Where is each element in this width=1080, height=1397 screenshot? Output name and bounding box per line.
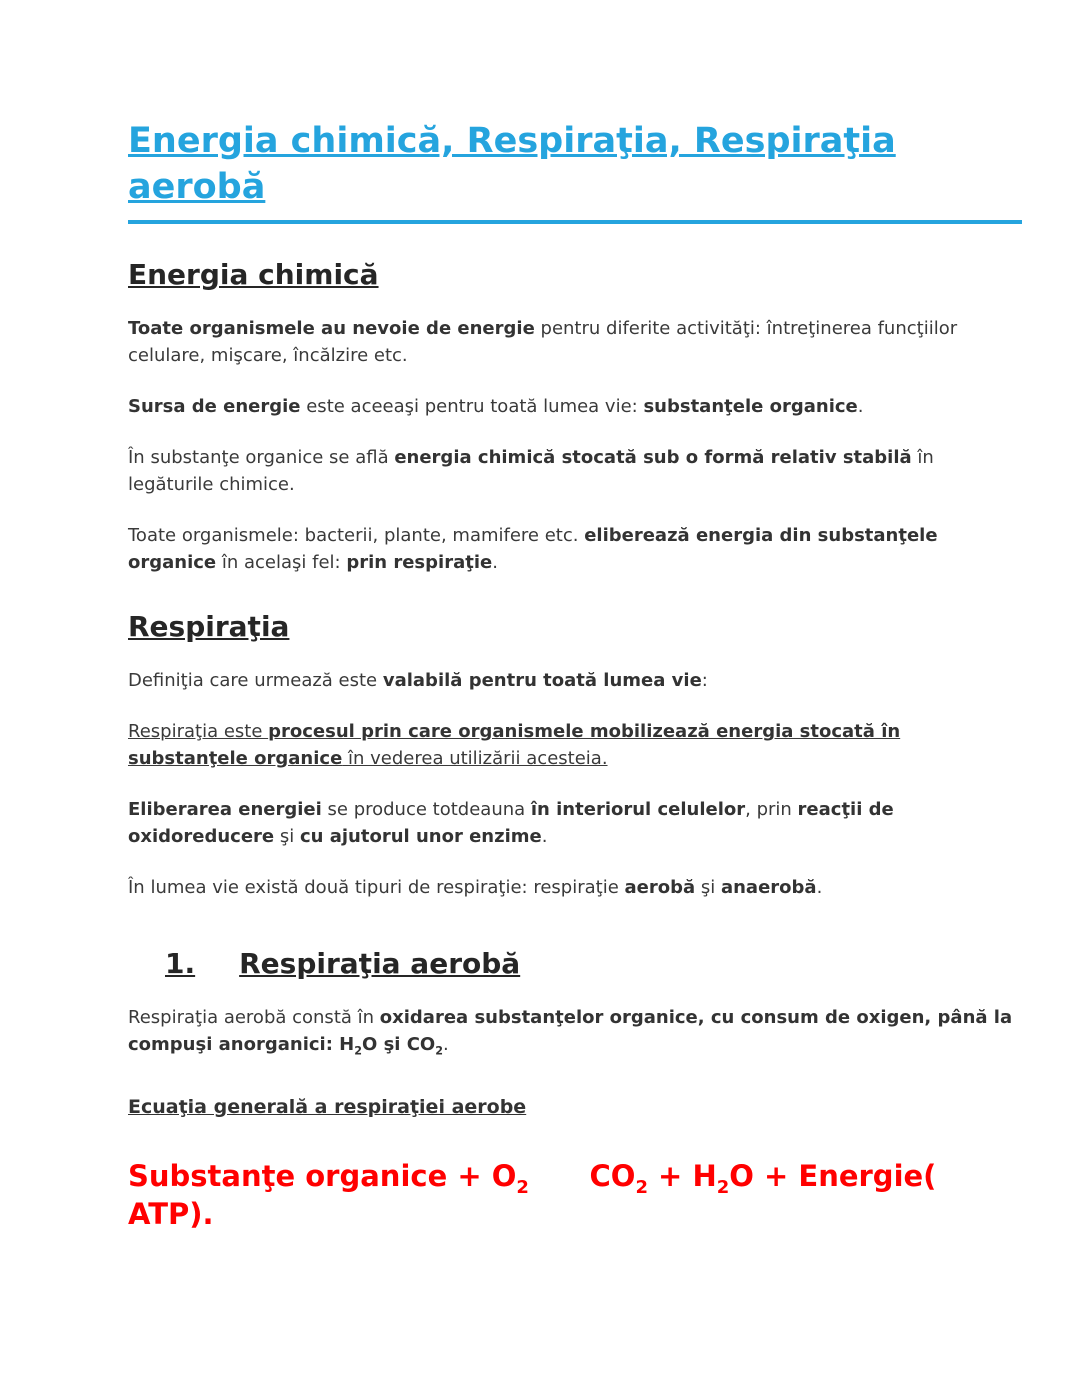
paragraph: Toate organismele: bacterii, plante, mamifere etc. eliberează energia din substanţele organice în acelaşi fel: prin respiraţie.	[128, 525, 938, 574]
section-heading-energia-chimica: Energia chimică	[128, 258, 379, 292]
section-heading-respiratia: Respiraţia	[128, 610, 290, 644]
paragraph: Respiraţia aerobă constă în oxidarea substanţelor organice, cu consum de oxigen, până la compuşi anorganici: $H_2O$ şi $CO_2$.	[128, 1007, 1013, 1058]
paragraph: Eliberarea energiei se produce totdeauna în interiorul celulelor, prin reacţii de oxidoreducere şi cu ajutorul unor enzime.	[128, 799, 894, 848]
definition-paragraph: Respiraţia este procesul prin care organismele mobilizează energia stocată în substanţele organice în vederea utilizării acesteia.	[128, 721, 901, 770]
paragraph: În lumea vie există două tipuri de respiraţie: respiraţie aerobă şi anaerobă.	[128, 877, 823, 899]
numbered-heading-respiratia-aeroba	[165, 947, 1022, 980]
document-title: Energia chimică, Respiraţia, Respiraţia aerobă	[128, 121, 896, 208]
equation-heading: Ecuaţia generală a respiraţiei aerobe	[128, 1096, 527, 1119]
heading-text: Respiraţia aerobă	[239, 947, 521, 981]
paragraph: Sursa de energie este aceeaşi pentru toată lumea vie: substanţele organice.	[128, 396, 864, 418]
heading-number: 1.	[165, 947, 196, 981]
paragraph: În substanţe organice se află energia chimică stocată sub o formă relativ stabilă în legăturile chimice.	[128, 447, 934, 496]
paragraph: Toate organismele au nevoie de energie pentru diferite activităţi: întreţinerea funcţiilor celulare, mişcare, încălzire etc.	[128, 318, 958, 367]
title-underline-rule	[128, 220, 1022, 224]
chemical-equation: Substanţe organice + $O_2$ $CO_2 + H_2O$ + Energie( ATP).	[128, 1159, 947, 1232]
paragraph: Definiţia care urmează este valabilă pentru toată lumea vie:	[128, 670, 708, 692]
